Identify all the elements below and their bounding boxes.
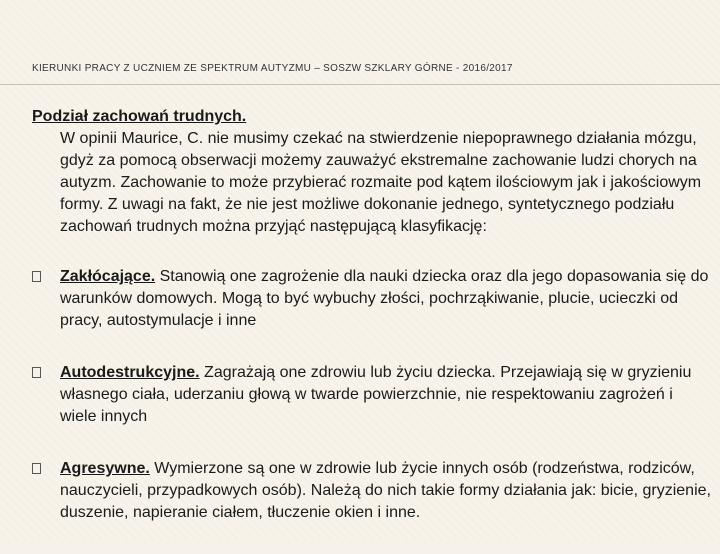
intro-paragraph: W opinii Maurice, C. nie musimy czekać na stwierdzenie niepoprawnego działania mózgu, gdyż za pomocą obserwacji możemy zauważyć ekstremalne zachowanie ludzi chorych na autyzm. Zachowanie to może przybierać rozmaite pod kątem ilościowym jak i jakościowym formy. Z uwagi na fakt, że nie jest możliwe dokonanie jednego, syntetycznego podziału zachowań trudnych można przyjąć następującą klasyfikację: — [60, 130, 702, 235]
bullet-icon — [32, 463, 41, 474]
bullet-icon — [32, 367, 41, 378]
list-item-disruptive — [32, 266, 712, 332]
list-item-self-destructive — [32, 362, 712, 428]
item-term: Autodestrukcyjne. — [60, 364, 200, 381]
list-item-aggressive — [32, 458, 712, 524]
item-term: Zakłócające. — [60, 268, 156, 285]
item-description: Stanowią one zagrożenie dla nauki dziecka oraz dla jego dopasowania się do warunków domowych. Mogą to być wybuchy złości, pochrząkiwanie, plucie, ucieczki od pracy, autostymulacje i inne — [60, 268, 709, 329]
classification-list — [32, 266, 712, 524]
header-divider — [0, 84, 720, 85]
item-description: Zagrażają one zdrowiu lub życiu dziecka. Przejawiają się w gryzieniu własnego ciała, uderzaniu głową w twarde powierzchnie, nie respektowaniu zagrożeń i wiele innych — [60, 364, 692, 425]
item-description: Wymierzone są one w zdrowie lub życie innych osób (rodzeństwa, rodziców, nauczycieli, przypadkowych osób). Należą do nich takie formy działania jak: bicie, gryzienie, duszenie, napieranie ciałem, tłuczenie okien i inne. — [60, 460, 711, 521]
slide-header: KIERUNKI PRACY Z UCZNIEM ZE SPEKTRUM AUTYZMU – SOSZW SZKLARY GÓRNE - 2016/2017 — [32, 63, 513, 74]
section-title: Podział zachowań trudnych. — [32, 108, 247, 125]
slide-content — [32, 106, 712, 554]
bullet-icon — [32, 271, 41, 282]
item-term: Agresywne. — [60, 460, 150, 477]
